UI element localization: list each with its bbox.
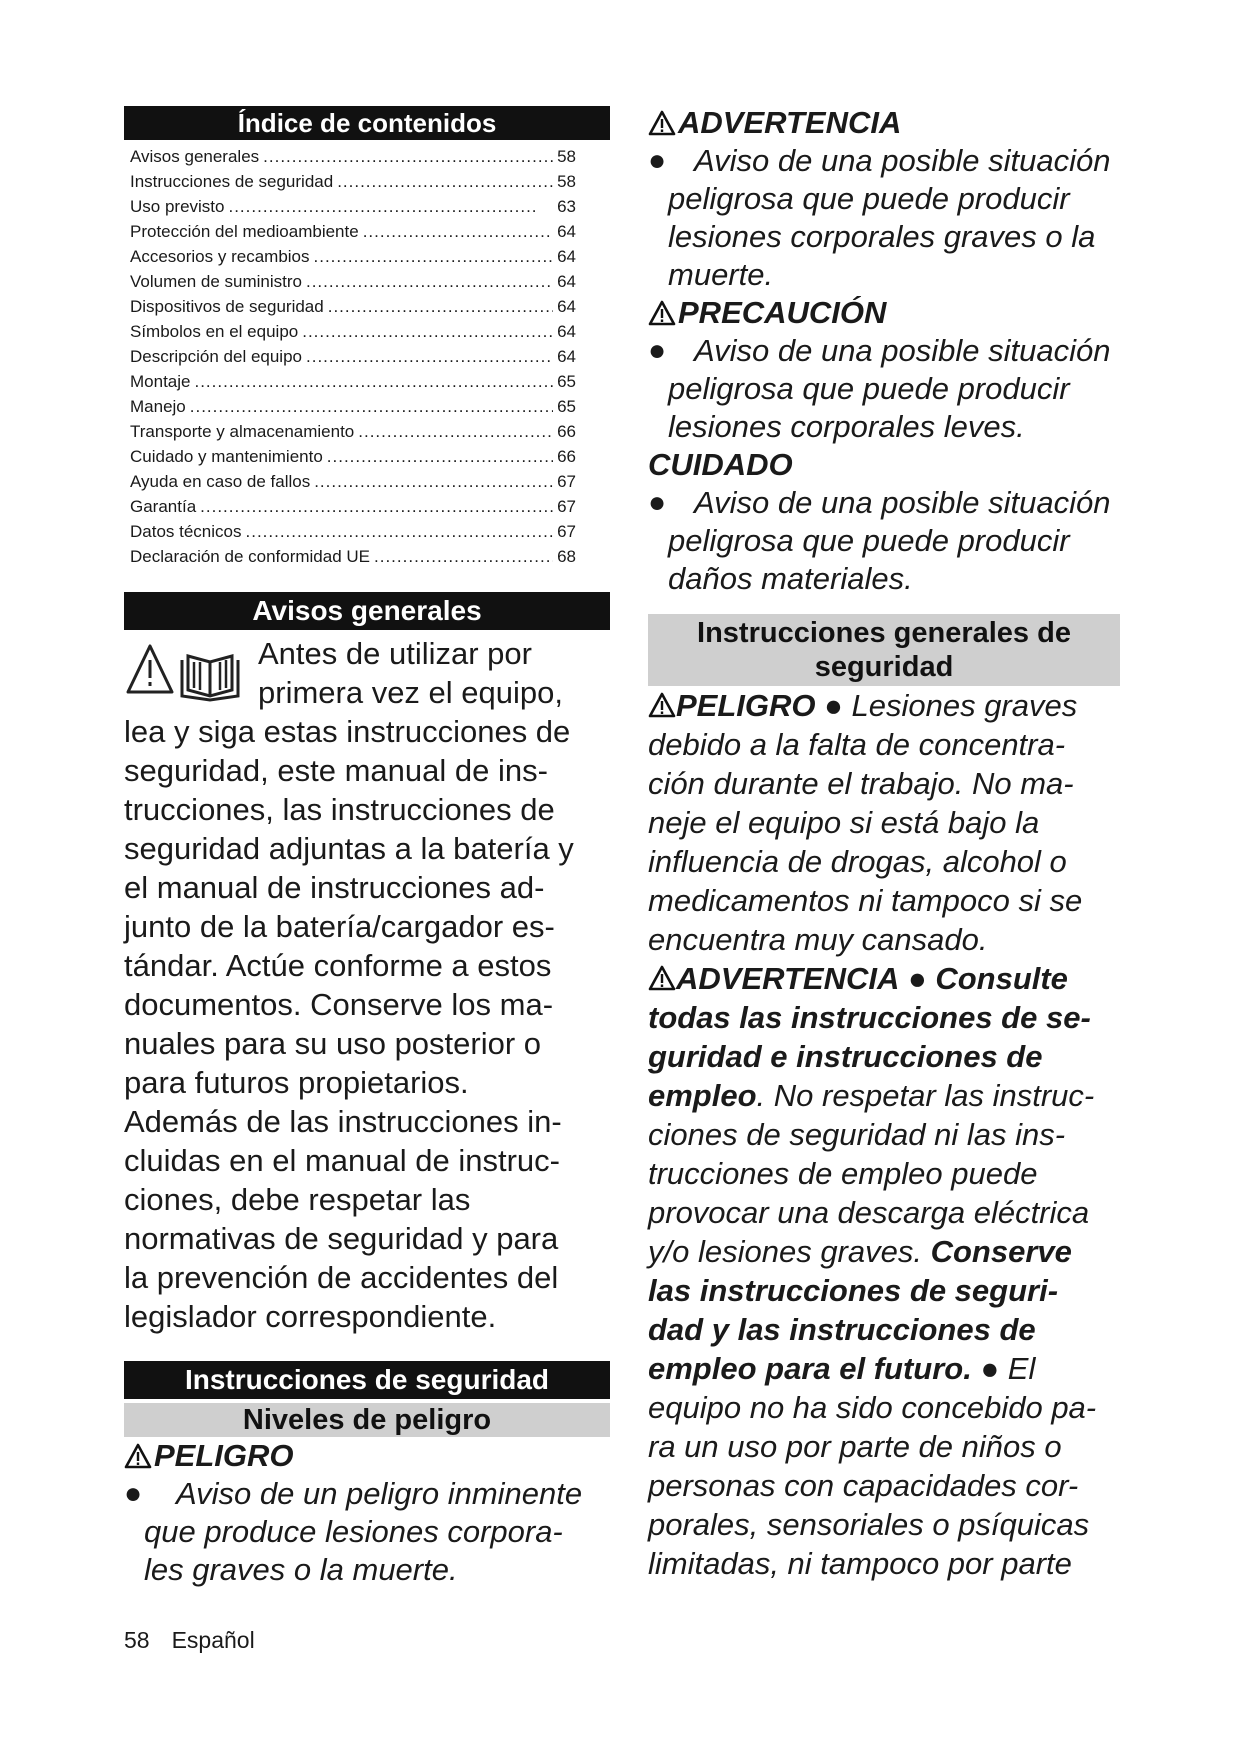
toc-entry-page: 67	[557, 472, 576, 491]
peligro-inline-first: Lesiones graves	[851, 688, 1078, 723]
bullet-icon: ●	[971, 1351, 1008, 1386]
toc-entry-label: Instrucciones de seguridad	[130, 172, 334, 191]
level-line: peligrosa que puede producir	[668, 523, 1070, 558]
toc-entry-page: 64	[557, 222, 576, 241]
toc-entry-label: Uso previsto	[130, 197, 225, 216]
body-line: influencia de drogas, alcohol o	[648, 844, 1067, 879]
level-line: Aviso de un peligro inminente	[176, 1476, 583, 1511]
advertencia-description	[648, 142, 1143, 294]
toc-entry-page: 68	[557, 547, 576, 566]
intro-line: primera vez el equipo,	[258, 675, 563, 710]
cuidado-heading	[648, 446, 1143, 484]
title-line: seguridad	[814, 651, 954, 683]
level-line: muerte.	[668, 257, 774, 292]
bullet-icon: ●	[824, 688, 852, 723]
left-column	[124, 106, 610, 1589]
toc-entry-label: Cuidado y mantenimiento	[130, 447, 323, 466]
paragraph-line: tándar. Actúe conforme a estos	[124, 948, 552, 983]
general-paragraph	[124, 712, 610, 1336]
toc-entry-label: Declaración de conformidad UE	[130, 547, 371, 566]
general-intro	[124, 634, 610, 712]
peligro-inline-label: PELIGRO	[676, 688, 816, 723]
paragraph-line: el manual de instrucciones ad-	[124, 870, 545, 905]
level-line: les graves o la muerte.	[144, 1552, 458, 1587]
body-line: neje el equipo si está bajo la	[648, 805, 1040, 840]
toc-leader-dots	[200, 494, 553, 519]
paragraph-line: Además de las instrucciones in-	[124, 1104, 562, 1139]
paragraph-line: lea y siga estas instrucciones de	[124, 714, 571, 749]
bold-text: empleo para el futuro.	[648, 1351, 972, 1386]
paragraph-line: seguridad adjuntas a la batería y	[124, 831, 574, 866]
body-line: encuentra muy cansado.	[648, 922, 988, 957]
body-line: debido a la falta de concentra-	[648, 727, 1066, 762]
body-text: El	[1007, 1351, 1036, 1386]
warning-triangle-icon	[648, 692, 676, 718]
toc-entry-page: 58	[557, 172, 576, 191]
precaucion-heading	[648, 294, 1143, 332]
level-line: daños materiales.	[668, 561, 913, 596]
bold-text: todas las instrucciones de se-	[648, 1000, 1091, 1035]
toc-entry-label: Accesorios y recambios	[130, 247, 310, 266]
warning-triangle-icon	[124, 1443, 152, 1469]
toc-leader-dots	[263, 144, 553, 169]
subsection-title-general-safety	[648, 614, 1120, 686]
toc-entry-label: Descripción del equipo	[130, 347, 302, 366]
toc-entry	[124, 194, 576, 219]
peligro-inline	[648, 686, 1143, 725]
toc-entry-label: Transporte y almacenamiento	[130, 422, 355, 441]
bullet-icon: ●	[648, 144, 667, 177]
advertencia-inline	[648, 959, 1143, 998]
bullet-icon: ●	[124, 1477, 143, 1510]
toc-entry-page: 63	[557, 197, 576, 216]
level-line: lesiones corporales leves.	[668, 409, 1025, 444]
paragraph-line: seguridad, este manual de ins-	[124, 753, 548, 788]
body-line: trucciones de empleo puede	[648, 1156, 1038, 1191]
bullet-icon: ●	[648, 486, 667, 519]
cuidado-label: CUIDADO	[648, 447, 793, 482]
level-line: Aviso de una posible situación	[694, 485, 1111, 520]
toc-entry-page: 64	[557, 247, 576, 266]
bold-text: dad y las instrucciones de	[648, 1312, 1036, 1347]
general-safety-text	[648, 686, 1143, 1583]
advertencia-heading	[648, 104, 1143, 142]
toc-entry-label: Datos técnicos	[130, 522, 242, 541]
paragraph-line: la prevención de accidentes del	[124, 1260, 559, 1295]
body-line: ciones de seguridad ni las ins-	[648, 1117, 1066, 1152]
toc-entry-label: Garantía	[130, 497, 197, 516]
toc-leader-dots	[337, 169, 553, 194]
page-footer	[124, 1627, 255, 1654]
advertencia-inline-label: ADVERTENCIA	[676, 961, 900, 996]
paragraph-line: junto de la batería/cargador es-	[124, 909, 555, 944]
toc-entry	[124, 369, 576, 394]
intro-line: Antes de utilizar por	[258, 636, 532, 671]
body-line: limitadas, ni tampoco por parte	[648, 1546, 1072, 1581]
toc-entry	[124, 219, 576, 244]
toc-leader-dots	[306, 344, 553, 369]
title-line: Instrucciones generales de	[697, 617, 1071, 649]
toc-entry-page: 64	[557, 347, 576, 366]
bullet-icon: ●	[907, 961, 936, 996]
toc-entry-page: 67	[557, 497, 576, 516]
level-line: peligrosa que puede producir	[668, 181, 1070, 216]
toc-entry-label: Volumen de suministro	[130, 272, 302, 291]
toc-entry-label: Avisos generales	[130, 147, 260, 166]
toc-entry	[124, 469, 576, 494]
paragraph-line: para futuros propietarios.	[124, 1065, 469, 1100]
warning-triangle-icon	[648, 965, 676, 991]
body-line: ra un uso por parte de niños o	[648, 1429, 1062, 1464]
paragraph-line: trucciones, las instrucciones de	[124, 792, 555, 827]
peligro-heading	[124, 1437, 610, 1475]
paragraph-line: nuales para su uso posterior o	[124, 1026, 542, 1061]
level-line: peligrosa que puede producir	[668, 371, 1070, 406]
toc-entry-page: 58	[557, 147, 576, 166]
level-line: lesiones corporales graves o la	[668, 219, 1096, 254]
toc-entry	[124, 544, 576, 569]
toc-leader-dots	[328, 294, 553, 319]
toc-entry-page: 66	[557, 422, 576, 441]
bold-text: Consulte	[935, 961, 1068, 996]
toc-entry	[124, 244, 576, 269]
bold-text: Conserve	[930, 1234, 1072, 1269]
toc-leader-dots	[302, 319, 553, 344]
toc-entry	[124, 319, 576, 344]
toc-entry-page: 67	[557, 522, 576, 541]
language-label: Español	[171, 1627, 255, 1653]
toc-leader-dots	[228, 194, 535, 219]
body-line: porales, sensoriales o psíquicas	[648, 1507, 1090, 1542]
toc-entry	[124, 444, 576, 469]
toc-entry-label: Protección del medioambiente	[130, 222, 359, 241]
toc-entry-label: Manejo	[130, 397, 186, 416]
toc-entry-page: 64	[557, 297, 576, 316]
toc-entry	[124, 144, 576, 169]
toc-entry-page: 65	[557, 397, 576, 416]
precaucion-description	[648, 332, 1143, 446]
warning-triangle-icon	[648, 300, 676, 326]
subsection-title-levels: Niveles de peligro	[124, 1403, 610, 1437]
bullet-icon: ●	[648, 334, 667, 367]
toc-leader-dots	[194, 369, 553, 394]
body-line: provocar una descarga eléctrica	[648, 1195, 1090, 1230]
toc-title: Índice de contenidos	[124, 106, 610, 140]
precaucion-label: PRECAUCIÓN	[678, 295, 887, 330]
level-line: que produce lesiones corpora-	[144, 1514, 563, 1549]
toc-entry	[124, 344, 576, 369]
peligro-description	[124, 1475, 624, 1589]
body-line: medicamentos ni tampoco si se	[648, 883, 1083, 918]
body-line: personas con capacidades cor-	[648, 1468, 1079, 1503]
toc-entry-label: Ayuda en caso de fallos	[130, 472, 311, 491]
level-line: Aviso de una posible situación	[694, 333, 1111, 368]
toc-entry	[124, 394, 576, 419]
section-title-safety: Instrucciones de seguridad	[124, 1361, 610, 1399]
toc-leader-dots	[363, 219, 553, 244]
toc-entry	[124, 494, 576, 519]
table-of-contents	[124, 144, 610, 569]
paragraph-line: normativas de seguridad y para	[124, 1221, 559, 1256]
paragraph-line: legislador correspondiente.	[124, 1299, 497, 1334]
body-text: y/o lesiones graves.	[648, 1234, 922, 1269]
toc-entry-page: 64	[557, 272, 576, 291]
peligro-label: PELIGRO	[154, 1438, 294, 1473]
toc-entry	[124, 269, 576, 294]
body-line: ción durante el trabajo. No ma-	[648, 766, 1074, 801]
body-text: . No respetar las instruc-	[756, 1078, 1095, 1113]
right-column	[648, 104, 1143, 1583]
bold-text: las instrucciones de seguri-	[648, 1273, 1059, 1308]
page-number: 58	[124, 1627, 150, 1653]
toc-leader-dots	[306, 269, 553, 294]
toc-entry-label: Montaje	[130, 372, 191, 391]
advertencia-label: ADVERTENCIA	[678, 105, 902, 140]
paragraph-line: ciones, debe respetar las	[124, 1182, 471, 1217]
level-line: Aviso de una posible situación	[694, 143, 1111, 178]
warning-manual-icon	[126, 642, 252, 702]
toc-entry-page: 65	[557, 372, 576, 391]
toc-leader-dots	[358, 419, 553, 444]
toc-leader-dots	[246, 519, 554, 544]
toc-entry	[124, 294, 576, 319]
section-title-general: Avisos generales	[124, 592, 610, 630]
body-line: equipo no ha sido concebido pa-	[648, 1390, 1097, 1425]
toc-entry	[124, 419, 576, 444]
toc-entry	[124, 169, 576, 194]
paragraph-line: cluidas en el manual de instruc-	[124, 1143, 560, 1178]
toc-leader-dots	[327, 444, 553, 469]
toc-entry-page: 66	[557, 447, 576, 466]
toc-leader-dots	[314, 469, 553, 494]
toc-entry	[124, 519, 576, 544]
toc-entry-page: 64	[557, 322, 576, 341]
warning-triangle-icon	[648, 110, 676, 136]
paragraph-line: documentos. Conserve los ma-	[124, 987, 554, 1022]
cuidado-description	[648, 484, 1143, 598]
toc-entry-label: Símbolos en el equipo	[130, 322, 299, 341]
bold-text: empleo	[648, 1078, 757, 1113]
toc-entry-label: Dispositivos de seguridad	[130, 297, 324, 316]
toc-leader-dots	[190, 394, 553, 419]
toc-leader-dots	[374, 544, 553, 569]
toc-leader-dots	[314, 244, 554, 269]
bold-text: guridad e instrucciones de	[648, 1039, 1043, 1074]
